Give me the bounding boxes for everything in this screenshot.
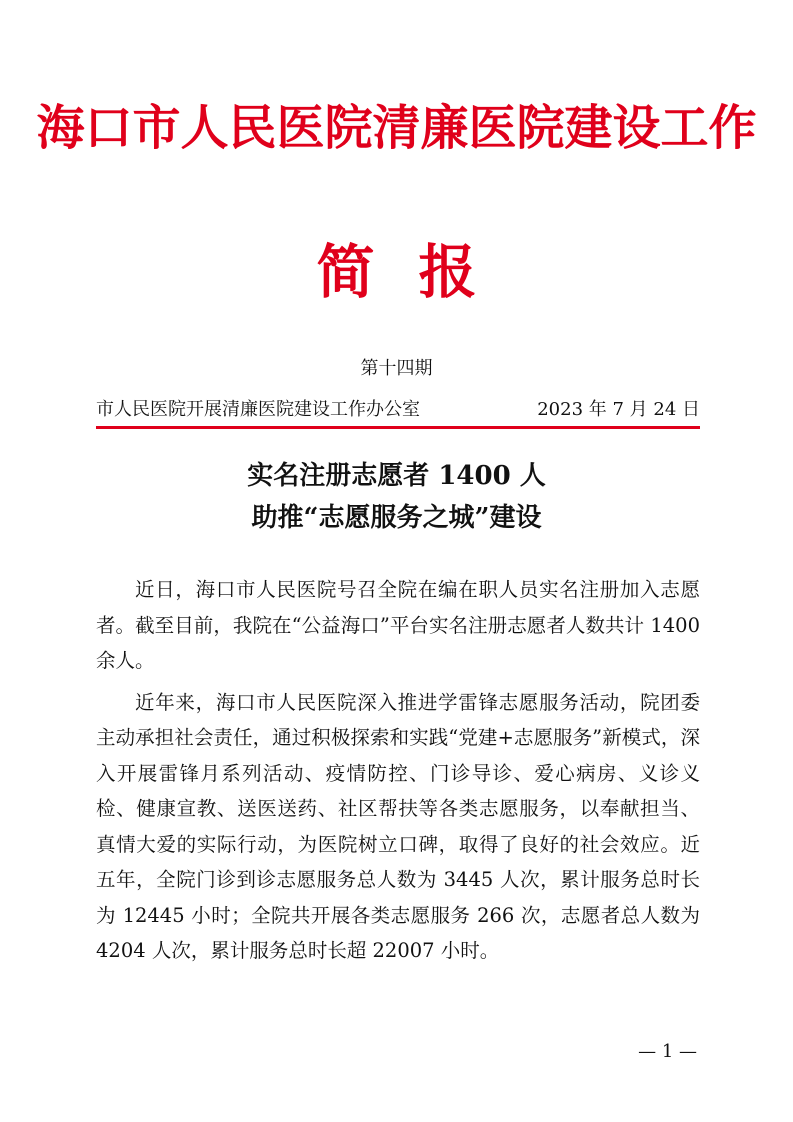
page-number: — 1 — <box>638 1041 697 1062</box>
article-headline-line-1: 实名注册志愿者 1400 人 <box>247 461 546 491</box>
issue-meta-row <box>96 396 700 424</box>
issue-date: 2023 年 7 月 24 日 <box>537 399 700 420</box>
issue-number: 第十四期 <box>360 358 433 379</box>
masthead-subtitle-char-2: 报 <box>418 238 477 306</box>
article-paragraph-2: 近年来，海口市人民医院深入推进学雷锋志愿服务活动，院团委主动承担社会责任，通过积极探索和实践“党建+志愿服务”新模式，深入开展雷锋月系列活动、疫情防控、门诊导诊、爱心病房、义诊义检、健康宣教、送医送药、社区帮扶等各类志愿服务，以奉献担当、真情大爱的实际行动，为医院树立口碑，取得了良好的社会效应。近五年，全院门诊到诊志愿服务总人数为 3445 人次，累计服务总时长为 12445 小时；全院共开展各类志愿服务 266 次，志愿者总人数为 4204 人次，累计服务总时长超 22007 小时。 <box>96 690 700 962</box>
article-headline-line-2: 助推“志愿服务之城”建设 <box>251 503 542 533</box>
issuing-office: 市人民医院开展清廉医院建设工作办公室 <box>96 399 420 420</box>
red-divider-line <box>96 426 700 429</box>
masthead-subtitle-char-1: 简 <box>316 238 375 306</box>
article-body <box>96 572 700 975</box>
masthead-subtitle <box>0 236 793 308</box>
masthead-title: 海口市人民医院清廉医院建设工作 <box>36 100 757 156</box>
article-paragraph-1: 近日，海口市人民医院号召全院在编在职人员实名注册加入志愿者。截至目前，我院在“公益海口”平台实名注册志愿者人数共计 1400 余人。 <box>96 578 700 672</box>
